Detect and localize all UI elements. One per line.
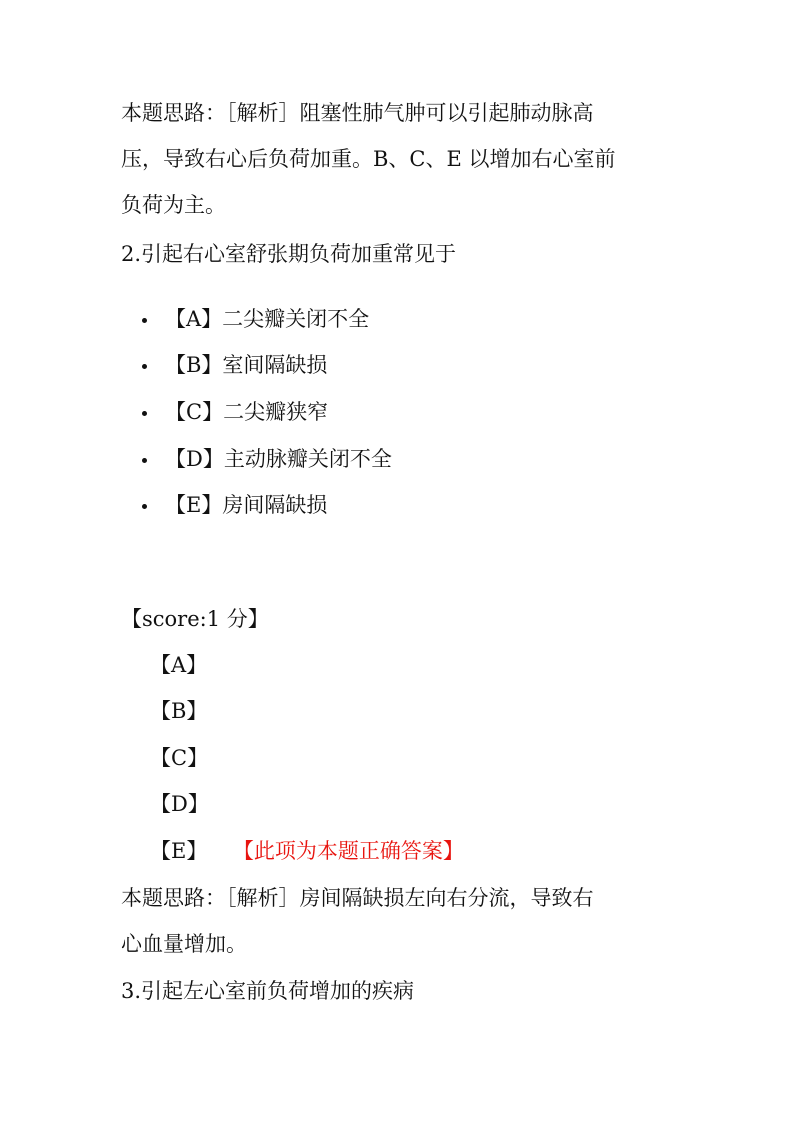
option-d bbox=[142, 436, 392, 482]
bullet-icon bbox=[142, 411, 147, 416]
explanation-line: 本题思路：［解析］阻塞性肺气肿可以引起肺动脉高 bbox=[121, 101, 594, 125]
option-label: 【C】二尖瓣狭窄 bbox=[165, 400, 329, 424]
option-label: 【D】主动脉瓣关闭不全 bbox=[165, 447, 392, 471]
option-a bbox=[142, 296, 369, 342]
explanation-paragraph-2 bbox=[121, 875, 681, 967]
explanation-line: 本题思路：［解析］房间隔缺损左向右分流，导致右 bbox=[121, 886, 594, 910]
answer-d: 【D】 bbox=[150, 792, 209, 816]
explanation-line: 心血量增加。 bbox=[121, 932, 247, 956]
option-c bbox=[142, 389, 328, 435]
option-label: 【E】房间隔缺损 bbox=[165, 493, 328, 517]
answer-e bbox=[150, 828, 464, 874]
option-label: 【A】二尖瓣关闭不全 bbox=[165, 307, 370, 331]
answer-c: 【C】 bbox=[150, 746, 209, 770]
bullet-icon bbox=[142, 318, 147, 323]
option-e bbox=[142, 482, 327, 528]
bullet-icon bbox=[142, 364, 147, 369]
score-label: 【score:1 分】 bbox=[121, 607, 269, 631]
answer-b: 【B】 bbox=[150, 699, 208, 723]
correct-answer-note: 【此项为本题正确答案】 bbox=[243, 839, 464, 863]
bullet-icon bbox=[142, 504, 147, 509]
bullet-icon bbox=[142, 458, 147, 463]
option-b bbox=[142, 342, 327, 388]
answer-a: 【A】 bbox=[150, 653, 208, 677]
option-label: 【B】室间隔缺损 bbox=[165, 353, 328, 377]
explanation-paragraph-1 bbox=[121, 90, 681, 228]
explanation-line: 压，导致右心后负荷加重。B、C、E 以增加右心室前 bbox=[121, 147, 616, 171]
explanation-line: 负荷为主。 bbox=[121, 193, 226, 217]
question-2-text: 2.引起右心室舒张期负荷加重常见于 bbox=[121, 242, 457, 266]
answer-e-label: 【E】 bbox=[150, 839, 208, 863]
question-3-text: 3.引起左心室前负荷增加的疾病 bbox=[121, 979, 415, 1003]
